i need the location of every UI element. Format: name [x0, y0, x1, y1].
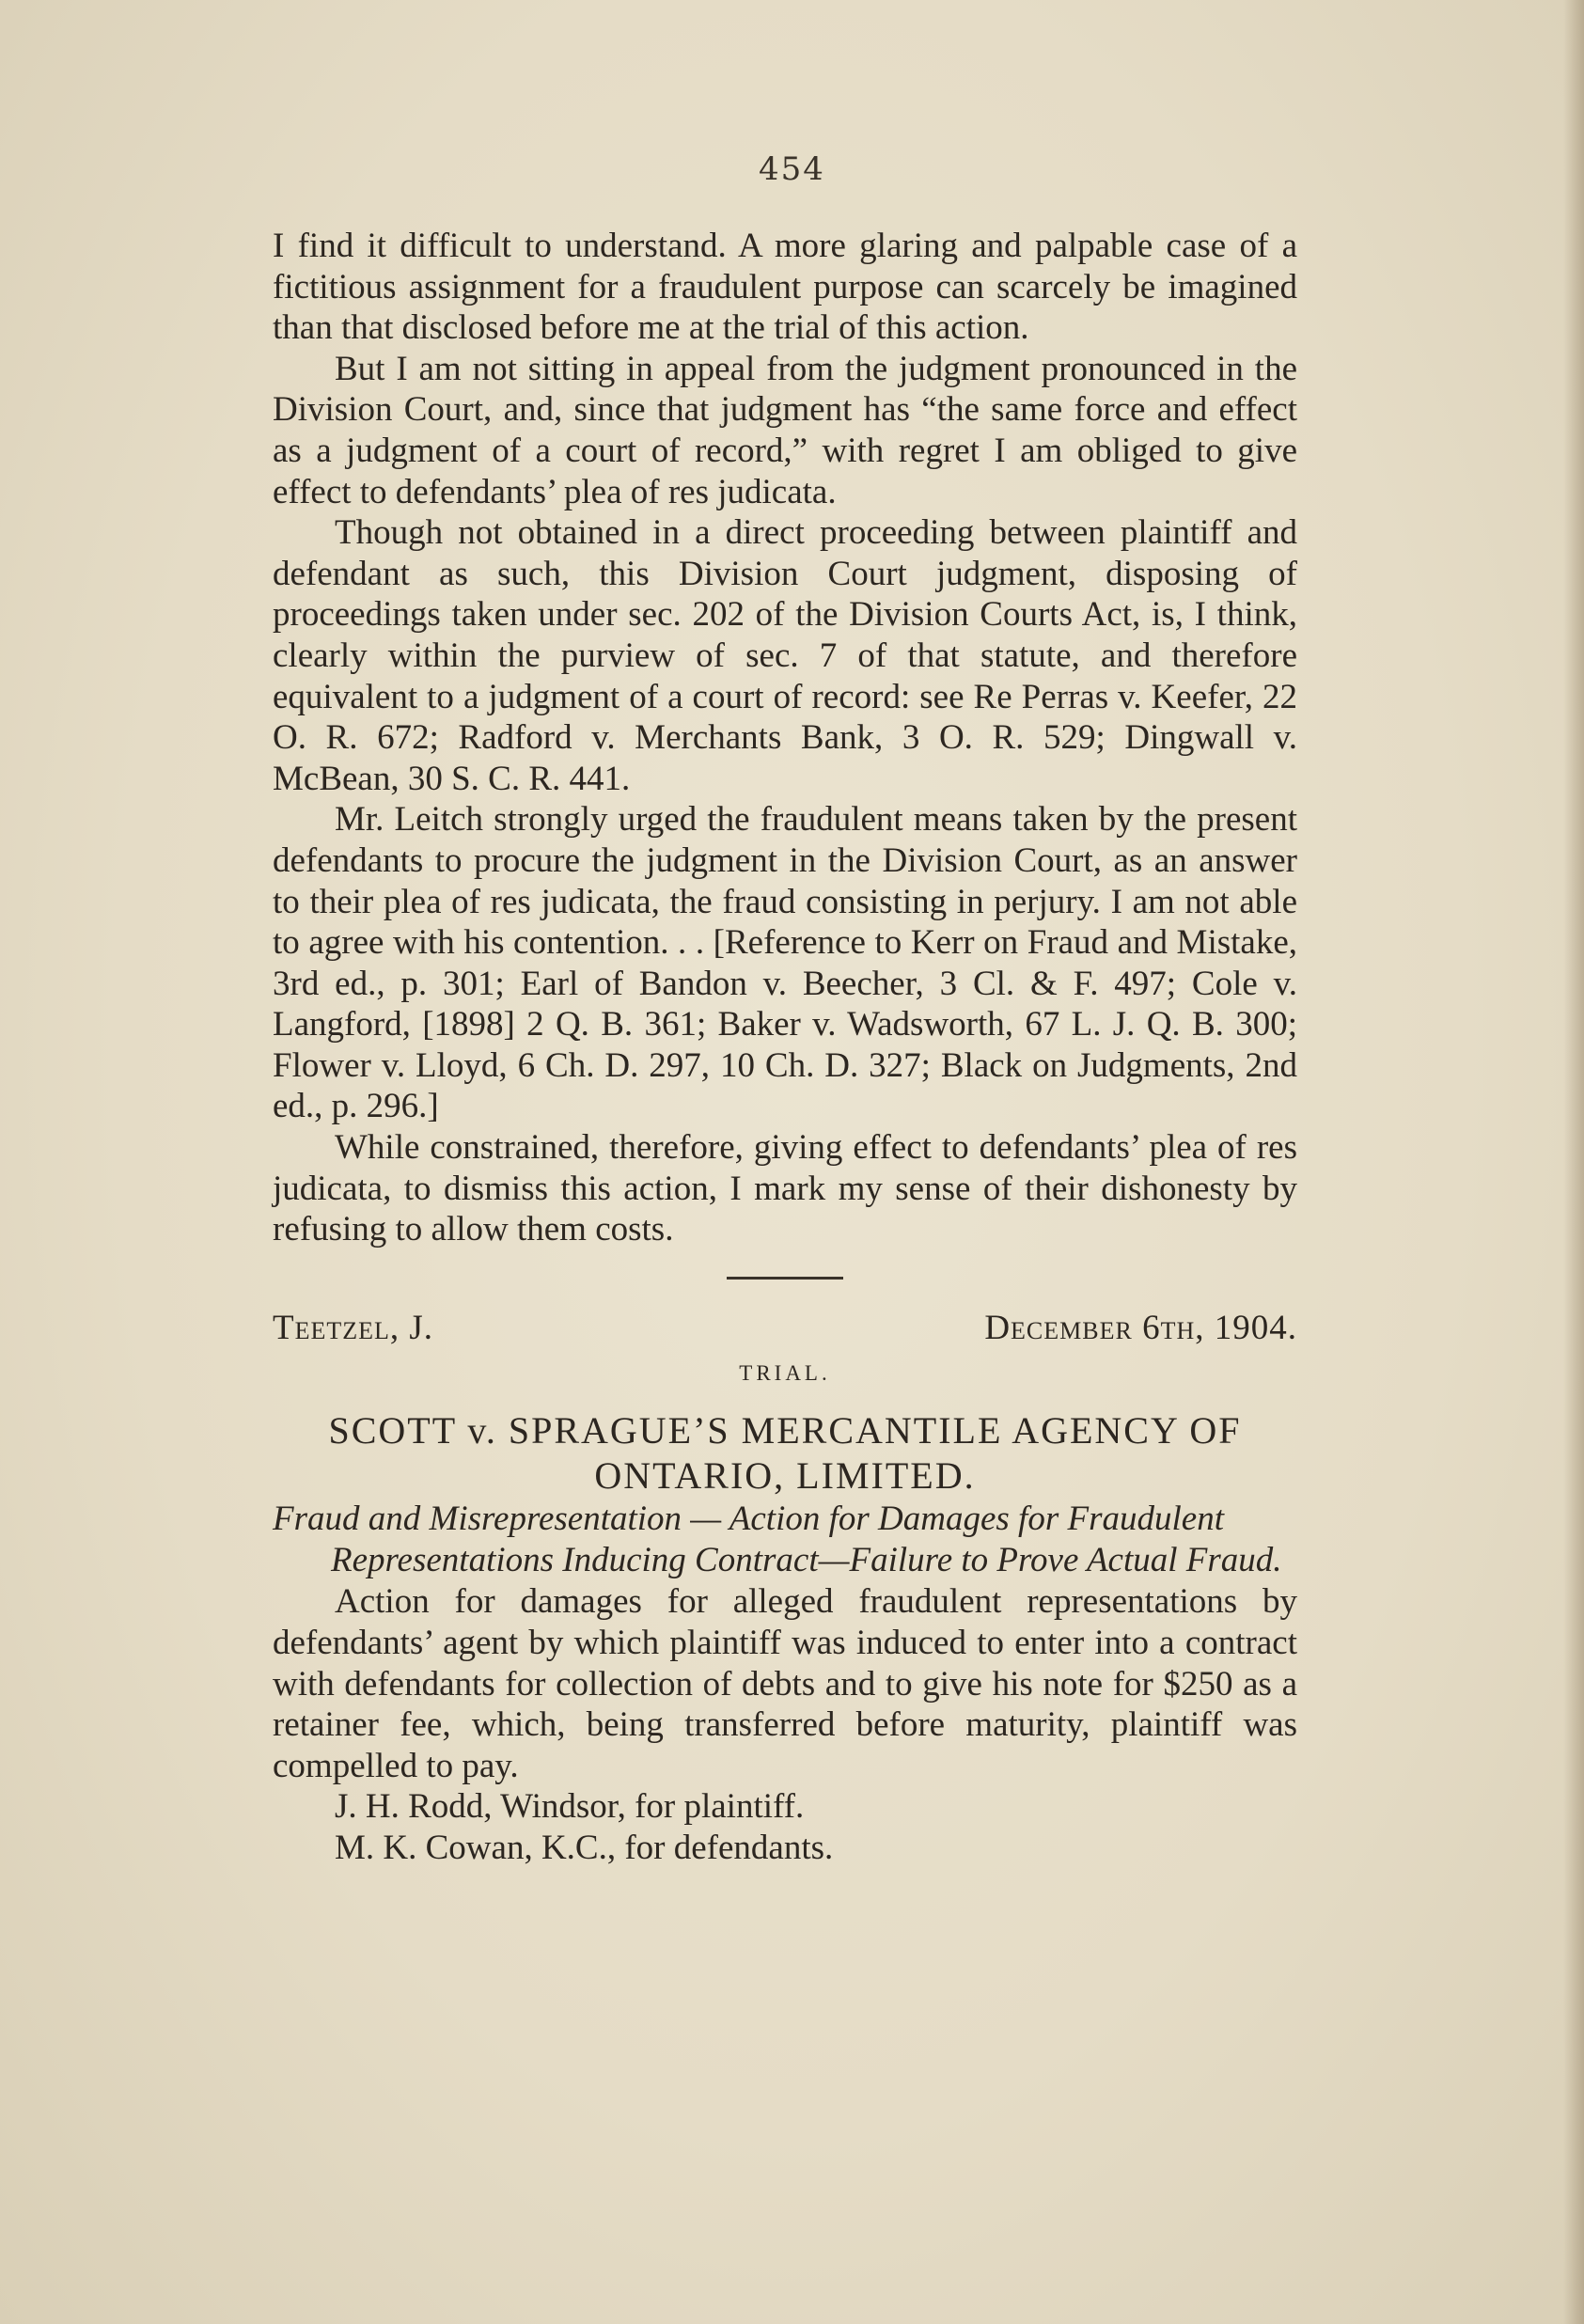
judge-name: Teetzel, J.: [273, 1308, 434, 1347]
paragraph-5: While constrained, therefore, giving effect to defendants’ plea of res judicata, to dismiss this action, I mark my sense of their dishonesty by refusing to allow them costs.: [273, 1128, 1297, 1249]
decision-date: December 6th, 1904.: [984, 1308, 1297, 1347]
paragraph-4: Mr. Leitch strongly urged the fraudulent means taken by the present defendants to procure the judgment in the Division Court, as an answer to their plea of res judicata, the fraud consisting in perjury. I am not able to agree with his contention. . . [Reference to Kerr on Fraud and Mistake, 3rd ed., p. 301; Earl of Bandon v. Beecher, 3 Cl. & F. 497; Cole v. Langford, [1898] 2 Q. B. 361; Baker v. Wadsworth, 67 L. J. Q. B. 300; Flower v. Lloyd, 6 Ch. D. 297, 10 Ch. D. 327; Black on Judgments, 2nd ed., p. 296.]: [273, 800, 1297, 1126]
case-title-line-2: ONTARIO, LIMITED.: [594, 1454, 976, 1498]
counsel-plaintiff: J. H. Rodd, Windsor, for plaintiff.: [335, 1787, 805, 1827]
paragraph-1: I find it difficult to understand. A more glaring and palpable case of a fictitious assignment for a fraudulent purpose can scarcely be imagined than that disclosed before me at the trial of this action.: [273, 227, 1297, 348]
body-text: [273, 226, 1297, 1869]
paragraph-2: But I am not sitting in appeal from the judgment pronounced in the Division Court, and, since that judgment has “the same force and effect as a judgment of a court of record,” with regret I am obliged to give effect to defendants’ plea of res judicata.: [273, 349, 1297, 511]
case-title-line-1: SCOTT v. SPRAGUE’S MERCANTILE AGENCY OF: [328, 1409, 1242, 1452]
case-summary: Action for damages for alleged fraudulent representations by defendants’ agent by which plaintiff was induced to enter into a contract with defendants for collection of debts and to give his note for $250 as a retainer fee, which, being transferred before maturity, plaintiff was compelled to pay.: [273, 1582, 1297, 1785]
page-number: 454: [759, 150, 825, 188]
section-divider: [727, 1277, 843, 1280]
dateline: [273, 1308, 1297, 1349]
paragraph-3: Though not obtained in a direct proceeding between plaintiff and defendant as such, this Division Court judgment, disposing of proceedings taken under sec. 202 of the Division Courts Act, is, I think, clearly within the purview of sec. 7 of that statute, and therefore equivalent to a judgment of a court of record: see Re Perras v. Keefer, 22 O. R. 672; Radford v. Merchants Bank, 3 O. R. 529; Dingwall v. McBean, 30 S. C. R. 441.: [273, 513, 1297, 798]
trial-label: TRIAL.: [739, 1361, 831, 1386]
counsel-defendants: M. K. Cowan, K.C., for defendants.: [335, 1829, 834, 1867]
case-title: [273, 1408, 1297, 1499]
headnote: Fraud and Misrepresentation — Action for Damages for Fraudulent Representations Inducing Contract—Failure to Prove Actual Fraud.: [273, 1500, 1282, 1580]
